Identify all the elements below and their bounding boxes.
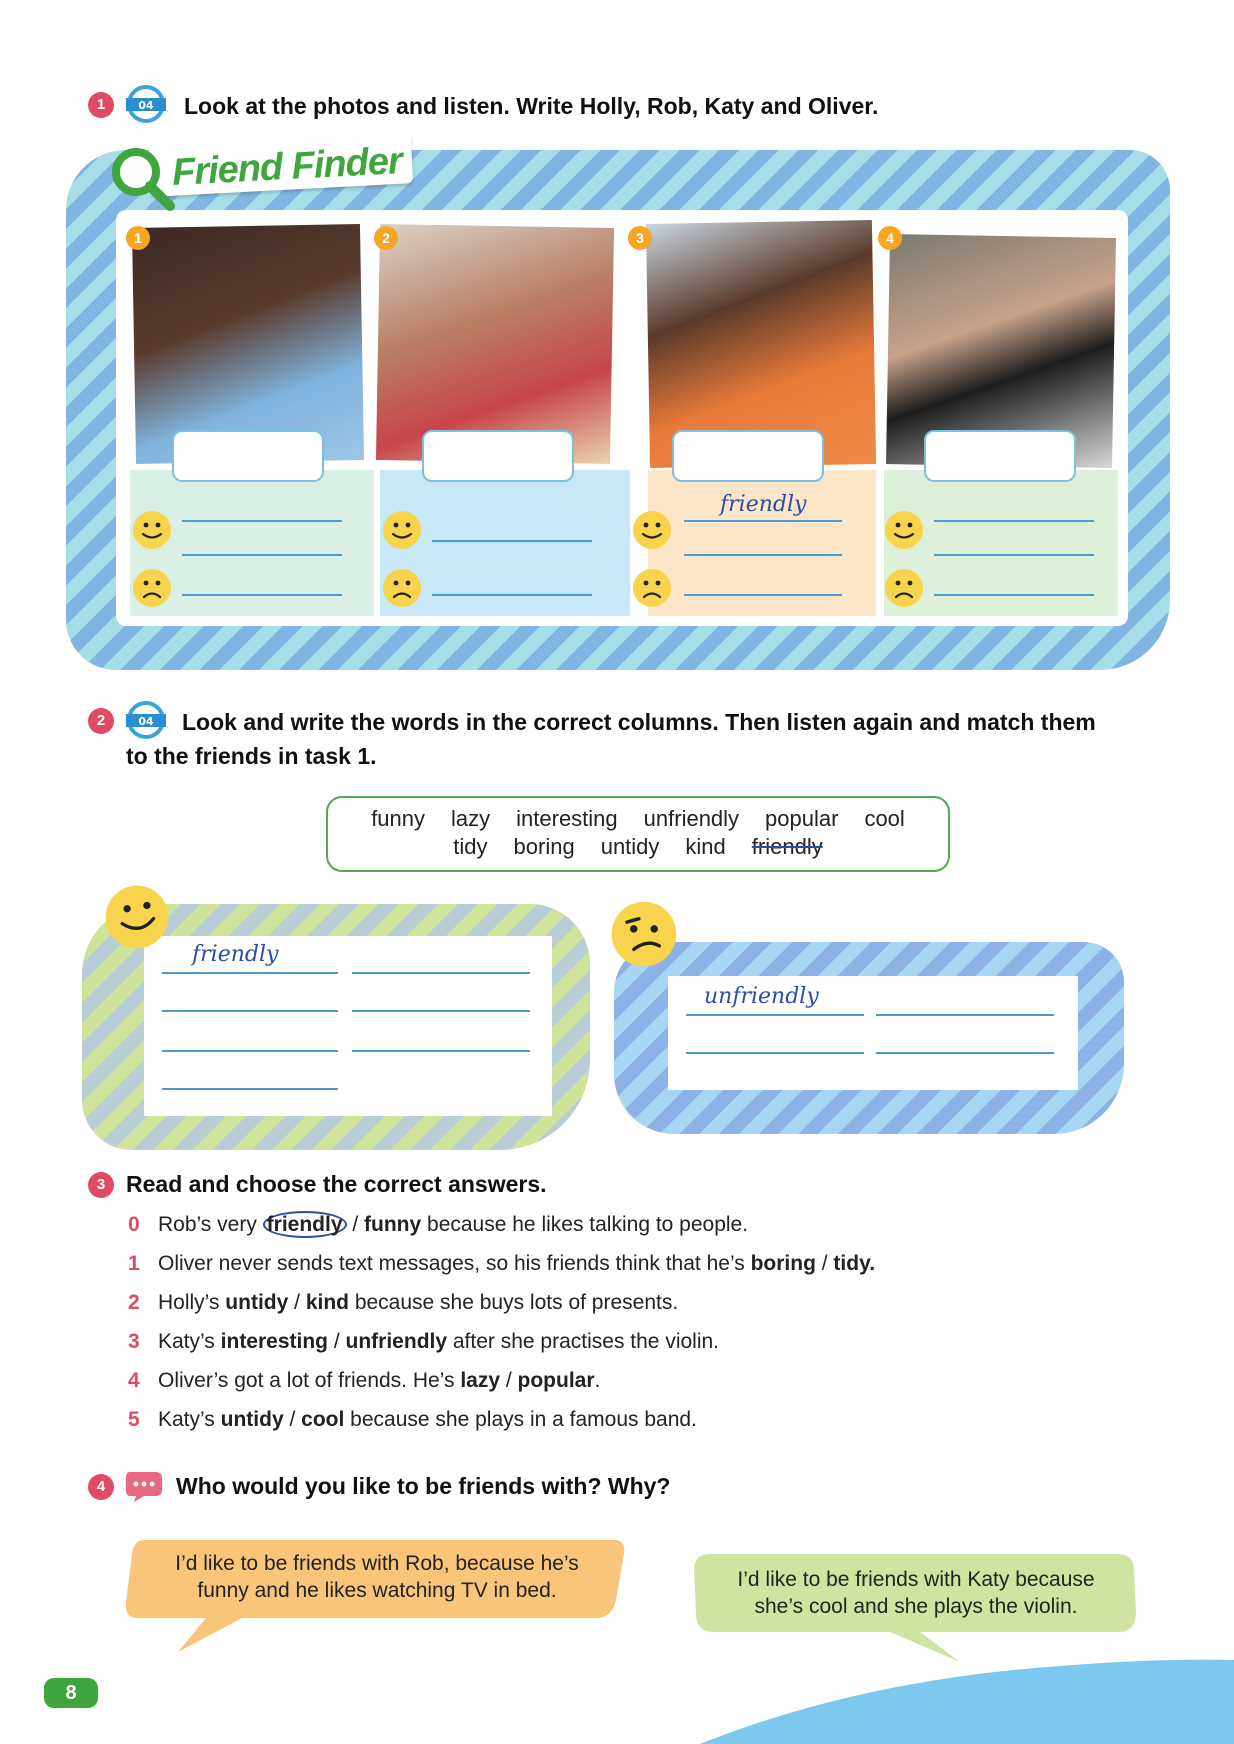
- question-text: after she practises the violin.: [447, 1330, 720, 1353]
- name-input-2[interactable]: [422, 430, 574, 482]
- audio-track-icon[interactable]: [124, 84, 168, 124]
- answer-line[interactable]: [684, 520, 842, 522]
- question-number: 3: [128, 1330, 140, 1353]
- question-text: Katy’s: [158, 1408, 221, 1431]
- question-row: [128, 1288, 678, 1318]
- task3-instruction: Read and choose the correct answers.: [126, 1171, 547, 1197]
- svg-text:04: 04: [138, 715, 154, 728]
- task4-instruction: Who would you like to be friends with? Why?: [176, 1473, 671, 1499]
- happy-face-icon: [632, 510, 672, 550]
- happy-face-icon: [382, 510, 422, 550]
- photo-number-3: 3: [628, 226, 652, 250]
- answer-line[interactable]: [934, 554, 1094, 556]
- audio-track-icon[interactable]: [124, 700, 168, 740]
- bubble-text: I’d like to be friends with Katy because: [737, 1568, 1095, 1591]
- option-separator: /: [288, 1291, 306, 1314]
- answer-line[interactable]: [162, 1050, 338, 1052]
- question-text: Holly’s: [158, 1291, 226, 1314]
- sad-face-icon: [132, 568, 172, 608]
- word-item: popular: [765, 806, 839, 831]
- question-text: because he likes talking to people.: [421, 1213, 749, 1236]
- question-text: because she plays in a famous band.: [344, 1408, 697, 1431]
- word-item: lazy: [451, 806, 491, 831]
- answer-line[interactable]: [876, 1014, 1054, 1016]
- name-input-1[interactable]: [172, 430, 324, 482]
- answer-line[interactable]: [876, 1052, 1054, 1054]
- option-separator: /: [346, 1213, 365, 1236]
- sad-face-icon: [632, 568, 672, 608]
- question-row: [128, 1327, 719, 1357]
- answer-option[interactable]: unfriendly: [345, 1330, 448, 1353]
- question-text: .: [594, 1369, 601, 1392]
- question-text: Rob’s very: [158, 1213, 263, 1236]
- handwritten-answer: friendly: [720, 492, 807, 517]
- speech-bubble-right: [700, 1566, 1132, 1620]
- answer-line[interactable]: [934, 594, 1094, 596]
- sad-face-icon: [382, 568, 422, 608]
- photo-1: [132, 224, 364, 464]
- answer-option[interactable]: untidy: [225, 1291, 289, 1314]
- question-text: Oliver’s got a lot of friends. He’s: [158, 1369, 461, 1392]
- answer-line[interactable]: [162, 1088, 338, 1090]
- question-text: Katy’s: [158, 1330, 221, 1353]
- word-box: [326, 796, 950, 872]
- happy-face-icon: [132, 510, 172, 550]
- word-item: tidy: [453, 834, 488, 859]
- name-input-4[interactable]: [924, 430, 1076, 482]
- task4-number: 4: [88, 1474, 114, 1500]
- answer-option[interactable]: untidy: [220, 1408, 284, 1431]
- option-separator: /: [815, 1252, 834, 1275]
- question-number: 4: [128, 1369, 140, 1392]
- answer-line[interactable]: [182, 554, 342, 556]
- bubble-text: I’d like to be friends with Rob, because he’s: [175, 1552, 579, 1575]
- answer-line[interactable]: [432, 540, 592, 542]
- question-row: [128, 1405, 697, 1435]
- question-number: 0: [128, 1213, 140, 1236]
- task2-number: 2: [88, 708, 114, 734]
- task1-instruction: Look at the photos and listen. Write Holly, Rob, Katy and Oliver.: [184, 93, 879, 119]
- word-item: boring: [513, 834, 575, 859]
- answer-line[interactable]: [684, 594, 842, 596]
- speech-bubble-left: [140, 1550, 614, 1604]
- speech-bubbles-icon: [126, 1470, 166, 1504]
- question-number: 5: [128, 1408, 140, 1431]
- answer-option[interactable]: friendly: [263, 1211, 347, 1238]
- handwritten-example-positive: friendly: [192, 942, 279, 967]
- handwritten-example-negative: unfriendly: [704, 984, 819, 1009]
- answer-line[interactable]: [934, 520, 1094, 522]
- question-row: [128, 1210, 748, 1240]
- question-number: 2: [128, 1291, 140, 1314]
- word-item-crossed: friendly: [751, 834, 823, 859]
- magnifier-icon: [108, 146, 178, 212]
- answer-line[interactable]: [684, 554, 842, 556]
- word-item: untidy: [600, 834, 660, 859]
- task2-instruction-line1: Look and write the words in the correct columns. Then listen again and match them: [182, 709, 1096, 735]
- question-row: [128, 1249, 875, 1279]
- svg-text:04: 04: [138, 99, 154, 112]
- word-item: interesting: [516, 806, 618, 831]
- bottom-wave-decoration: [0, 1650, 1234, 1744]
- answer-option[interactable]: funny: [364, 1213, 422, 1236]
- word-item: unfriendly: [643, 806, 740, 831]
- option-separator: /: [500, 1369, 518, 1392]
- photo-number-4: 4: [878, 226, 902, 250]
- task3-number: 3: [88, 1172, 114, 1198]
- photo-number-2: 2: [374, 226, 398, 250]
- photo-number-1: 1: [126, 226, 150, 250]
- answer-option[interactable]: lazy: [460, 1369, 501, 1392]
- sad-face-icon: [884, 568, 924, 608]
- word-item: cool: [864, 806, 905, 831]
- name-input-3[interactable]: [672, 430, 824, 482]
- confused-face-icon: [610, 900, 678, 968]
- bubble-text: funny and he likes watching TV in bed.: [197, 1579, 557, 1602]
- option-separator: /: [328, 1330, 346, 1353]
- answer-line[interactable]: [182, 594, 342, 596]
- answer-line[interactable]: [352, 1010, 530, 1012]
- task1-number: 1: [88, 92, 114, 118]
- answer-line[interactable]: [162, 972, 338, 974]
- question-text: Oliver never sends text messages, so his friends think that he’s: [158, 1252, 751, 1275]
- page-number: 8: [44, 1678, 98, 1708]
- question-number: 1: [128, 1252, 140, 1275]
- option-separator: /: [283, 1408, 302, 1431]
- answer-line[interactable]: [432, 594, 592, 596]
- question-text: because she buys lots of presents.: [348, 1291, 679, 1314]
- happy-face-icon: [104, 884, 170, 950]
- bubble-text: she’s cool and she plays the violin.: [754, 1595, 1078, 1618]
- answer-line[interactable]: [182, 520, 342, 522]
- happy-face-icon: [884, 510, 924, 550]
- answer-line[interactable]: [352, 972, 530, 974]
- friend-finder-title: Friend Finder: [171, 140, 403, 194]
- answer-option[interactable]: kind: [305, 1291, 349, 1314]
- answer-option[interactable]: popular: [517, 1369, 595, 1392]
- answer-line[interactable]: [686, 1052, 864, 1054]
- task2-instruction-line2: to the friends in task 1.: [126, 743, 377, 769]
- answer-option[interactable]: cool: [301, 1408, 345, 1431]
- word-item: kind: [685, 834, 726, 859]
- word-item: funny: [371, 806, 426, 831]
- question-row: [128, 1366, 600, 1396]
- photo-2: [376, 224, 614, 464]
- answer-option[interactable]: boring: [750, 1252, 816, 1275]
- answer-option[interactable]: interesting: [220, 1330, 329, 1353]
- answer-line[interactable]: [686, 1014, 864, 1016]
- answer-line[interactable]: [162, 1010, 338, 1012]
- answer-line[interactable]: [352, 1050, 530, 1052]
- answer-option[interactable]: tidy.: [833, 1252, 876, 1275]
